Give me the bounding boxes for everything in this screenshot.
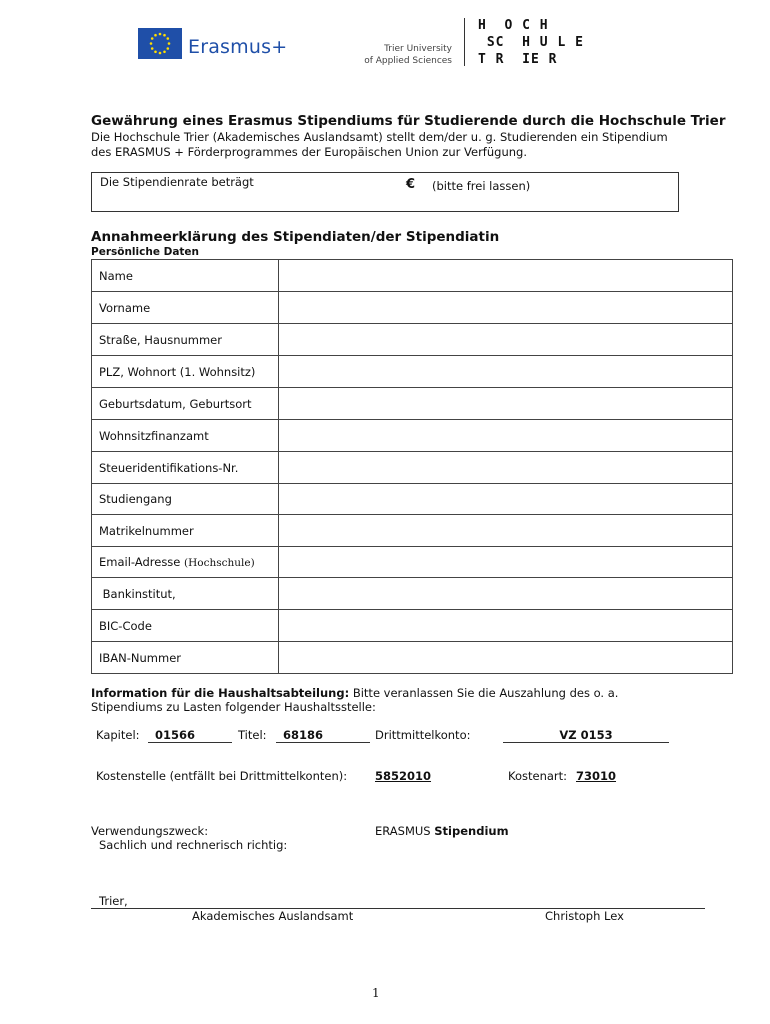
eu-flag-logo — [138, 28, 182, 59]
email-suffix: (Hochschule) — [184, 557, 255, 569]
field-label-steuer-id: Steueridentifikations-Nr. — [92, 452, 279, 484]
table-row — [92, 578, 733, 610]
kostenart-value: 73010 — [576, 769, 617, 783]
field-value-matrikelnummer[interactable] — [279, 515, 733, 547]
budget-info-heading: Information für die Haushaltsabteilung: — [91, 686, 350, 700]
email-label: Email-Adresse — [99, 555, 181, 569]
kostenstelle-label: Kostenstelle (entfällt bei Drittmittelkonten): — [96, 769, 348, 783]
university-name-line2: of Applied Sciences — [364, 56, 452, 66]
table-row — [92, 484, 733, 515]
intro-text: Die Hochschule Trier (Akademisches Auslandsamt) stellt dem/der u. g. Studierenden ein Stipendium des ERASMUS + Förderprogrammes der Europäischen Union zur Verfügung. — [91, 130, 668, 159]
trier-place: Trier, — [99, 894, 128, 908]
field-label-bankinstitut: Bankinstitut, — [92, 578, 279, 610]
field-value-vorname[interactable] — [279, 292, 733, 324]
budget-info-text: Bitte veranlassen Sie die Auszahlung des o. a. Stipendiums zu Lasten folgender Haushaltsstelle: — [91, 686, 619, 714]
drittmittelkonto-value: VZ 0153 — [503, 728, 669, 743]
table-row — [92, 260, 733, 292]
field-label-vorname: Vorname — [92, 292, 279, 324]
table-row — [92, 610, 733, 642]
verwendungszweck-value — [375, 824, 509, 838]
erasmus-plus-logo-text: Erasmus+ — [188, 36, 288, 58]
logo-divider — [464, 18, 465, 66]
table-row — [92, 292, 733, 324]
table-row — [92, 420, 733, 452]
table-row — [92, 642, 733, 674]
field-value-strasse[interactable] — [279, 324, 733, 356]
field-value-steuer-id[interactable] — [279, 452, 733, 484]
field-value-iban[interactable] — [279, 642, 733, 674]
kostenart-label: Kostenart: — [508, 769, 568, 783]
section-title: Annahmeerklärung des Stipendiaten/der Stipendiatin — [91, 229, 500, 245]
sachlich-richtig-label: Sachlich und rechnerisch richtig: — [99, 838, 288, 852]
field-value-wohnsitzfinanzamt[interactable] — [279, 420, 733, 452]
signature-right: Christoph Lex — [545, 909, 624, 923]
table-row — [92, 388, 733, 420]
hochschule-trier-logo: H O C H SC H U L E T R IE R — [478, 18, 584, 67]
titel-label: Titel: — [238, 728, 267, 742]
field-label-plz-wohnort: PLZ, Wohnort (1. Wohnsitz) — [92, 356, 279, 388]
field-label-name: Name — [92, 260, 279, 292]
field-value-geburtsdatum[interactable] — [279, 388, 733, 420]
section-subtitle: Persönliche Daten — [91, 246, 200, 258]
field-label-strasse: Straße, Hausnummer — [92, 324, 279, 356]
page-number: 1 — [372, 986, 380, 1000]
table-row — [92, 452, 733, 484]
field-value-bic[interactable] — [279, 610, 733, 642]
rate-note: (bitte frei lassen) — [432, 179, 531, 193]
university-name-line1: Trier University — [384, 44, 452, 54]
table-row — [92, 356, 733, 388]
field-label-wohnsitzfinanzamt: Wohnsitzfinanzamt — [92, 420, 279, 452]
euro-symbol: € — [406, 177, 416, 192]
table-row — [92, 324, 733, 356]
field-label-studiengang: Studiengang — [92, 484, 279, 515]
university-name — [340, 43, 452, 67]
verwendungszweck-label: Verwendungszweck: — [91, 824, 209, 838]
table-row — [92, 547, 733, 578]
drittmittelkonto-label: Drittmittelkonto: — [375, 728, 471, 742]
kostenstelle-value: 5852010 — [375, 769, 432, 783]
field-value-studiengang[interactable] — [279, 484, 733, 515]
verwendungszweck-value-bold: Stipendium — [434, 824, 509, 838]
field-label-iban: IBAN-Nummer — [92, 642, 279, 674]
signature-left: Akademisches Auslandsamt — [192, 909, 354, 923]
table-row — [92, 515, 733, 547]
verwendungszweck-value-plain: ERASMUS — [375, 824, 435, 838]
kapitel-label: Kapitel: — [96, 728, 140, 742]
field-value-bankinstitut[interactable] — [279, 578, 733, 610]
field-label-geburtsdatum: Geburtsdatum, Geburtsort — [92, 388, 279, 420]
field-value-plz-wohnort[interactable] — [279, 356, 733, 388]
titel-value: 68186 — [276, 728, 370, 743]
field-value-name[interactable] — [279, 260, 733, 292]
field-value-email[interactable] — [279, 547, 733, 578]
kapitel-value: 01566 — [148, 728, 232, 743]
document-title: Gewährung eines Erasmus Stipendiums für Studierende durch die Hochschule Trier — [91, 113, 726, 129]
field-label-email — [92, 547, 279, 578]
rate-label: Die Stipendienrate beträgt — [100, 175, 254, 189]
field-label-bic: BIC-Code — [92, 610, 279, 642]
field-label-matrikelnummer: Matrikelnummer — [92, 515, 279, 547]
budget-info — [91, 686, 691, 714]
personal-data-table — [91, 259, 733, 674]
